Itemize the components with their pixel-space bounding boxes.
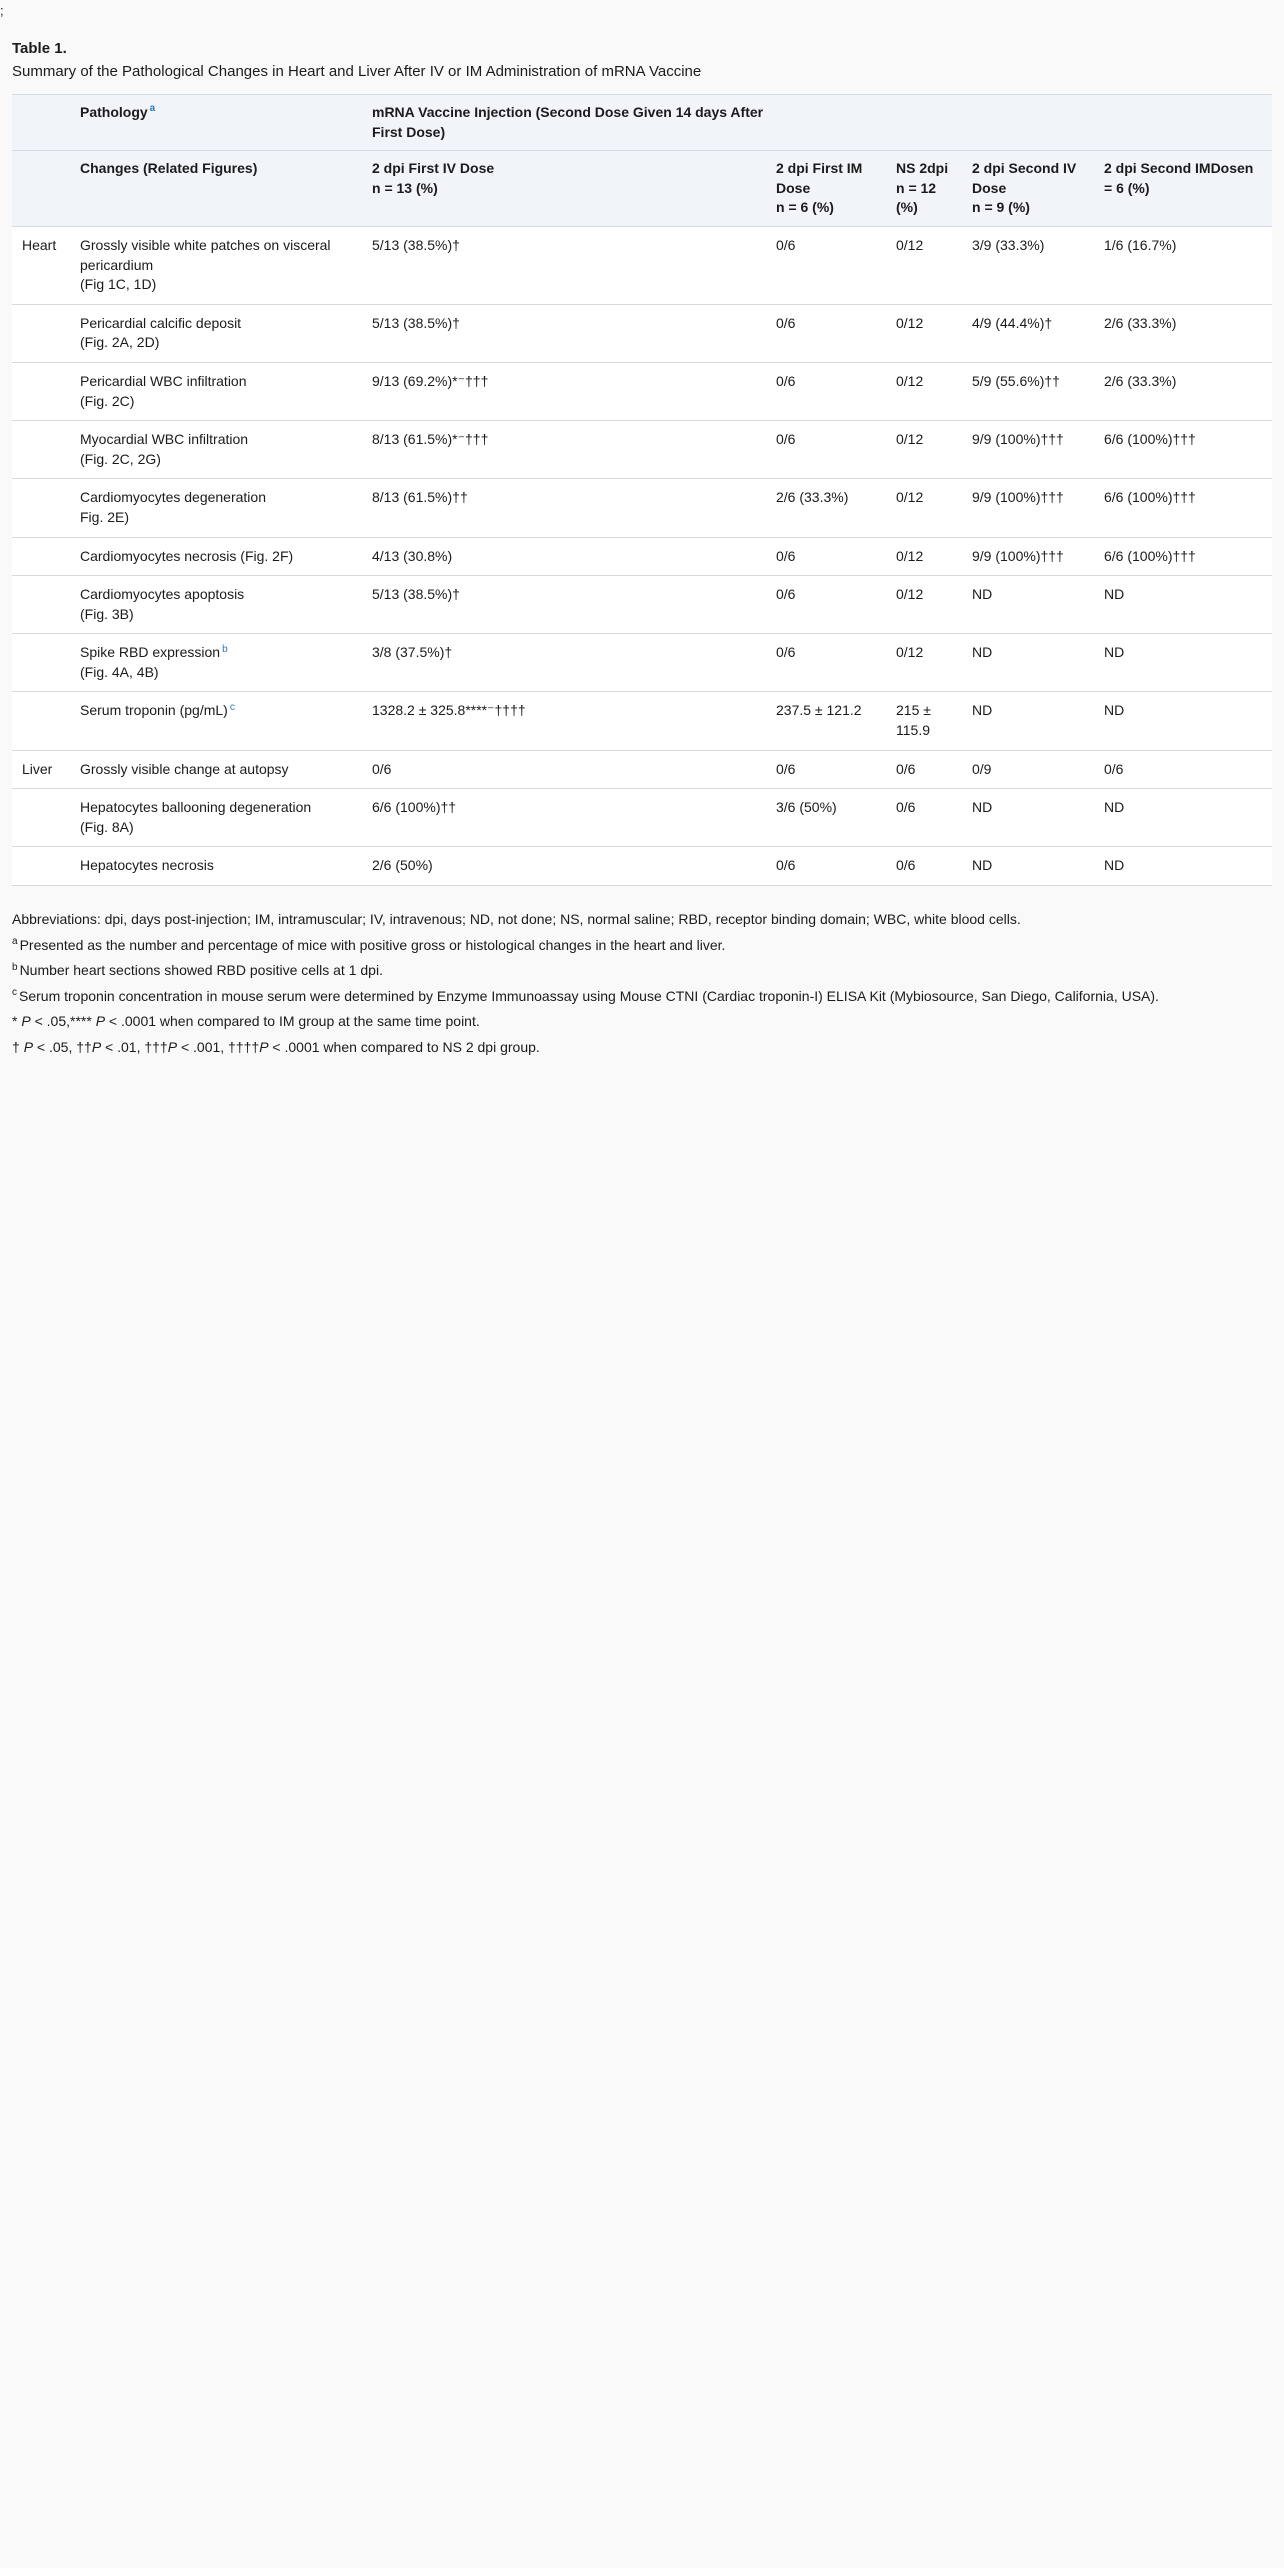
table-caption: Summary of the Pathological Changes in Heart and Liver After IV or IM Administration of mRNA Vaccine <box>12 63 702 80</box>
change-text: Fig. 2E) <box>80 508 130 525</box>
change-text: Spike RBD expression <box>80 644 221 661</box>
table-row <box>12 789 1272 847</box>
first-im-cell: 0/6 <box>766 537 886 576</box>
second-im-cell: ND <box>1094 692 1272 750</box>
ns-cell: 0/6 <box>886 789 962 847</box>
first-iv-cell: 5/13 (38.5%)† <box>362 304 766 362</box>
header-row-1 <box>12 95 1272 151</box>
ns-cell: 0/12 <box>886 576 962 634</box>
organ-cell <box>12 576 70 634</box>
organ-cell <box>12 537 70 576</box>
header-changes: Changes (Related Figures) <box>70 151 362 227</box>
abbreviations-note: Abbreviations: dpi, days post-injection; IM, intramuscular; IV, intravenous; ND, not done; NS, normal saline; RBD, receptor binding domain; WBC, white blood cells. <box>12 911 1021 928</box>
header-row-2 <box>12 151 1272 227</box>
change-cell <box>70 304 362 362</box>
first-im-cell: 0/6 <box>766 634 886 692</box>
table-row <box>12 634 1272 692</box>
table-row <box>12 479 1272 537</box>
first-im-cell: 2/6 (33.3%) <box>766 479 886 537</box>
second-iv-cell: 5/9 (55.6%)†† <box>962 362 1094 420</box>
organ-cell <box>12 362 70 420</box>
organ-cell <box>12 634 70 692</box>
change-text: Myocardial WBC infiltration <box>80 431 249 448</box>
footnote-c: $^c$ Serum troponin concentration in mouse serum were determined by Enzyme Immunoassay using Mouse CTNI (Cardiac troponin-I) ELISA Kit (Mybiosource, San Diego, California, USA). <box>12 987 1159 1004</box>
footnote-link-b[interactable]: b <box>222 643 228 655</box>
second-iv-cell: 9/9 (100%)††† <box>962 479 1094 537</box>
first-im-cell: 0/6 <box>766 362 886 420</box>
change-text: (Fig 1C, 1D) <box>80 276 157 293</box>
change-cell <box>70 634 362 692</box>
footnote-link-c[interactable]: c <box>229 701 235 713</box>
change-cell <box>70 362 362 420</box>
first-im-cell: 237.5 ± 121.2 <box>766 692 886 750</box>
first-im-cell: 3/6 (50%) <box>766 789 886 847</box>
change-text: Grossly visible change at autopsy <box>80 760 289 777</box>
table-label: Table 1. <box>12 40 67 57</box>
ns-cell: 0/12 <box>886 479 962 537</box>
header-col-second-iv: 2 dpi Second IV Dose n = 9 (%) <box>962 151 1094 227</box>
second-im-cell: 6/6 (100%)††† <box>1094 479 1272 537</box>
table-body <box>12 226 1272 885</box>
second-im-cell: 6/6 (100%)††† <box>1094 421 1272 479</box>
second-im-cell: ND <box>1094 634 1272 692</box>
second-im-cell: ND <box>1094 576 1272 634</box>
first-iv-cell: 8/13 (61.5%)†† <box>362 479 766 537</box>
ns-cell: 0/12 <box>886 537 962 576</box>
ns-cell: 0/12 <box>886 362 962 420</box>
change-text: Cardiomyocytes necrosis (Fig. 2F) <box>80 547 294 564</box>
first-iv-cell: 5/13 (38.5%)† <box>362 226 766 304</box>
change-cell <box>70 847 362 886</box>
header-organ-blank <box>12 95 70 151</box>
second-im-cell: 2/6 (33.3%) <box>1094 304 1272 362</box>
ns-cell: 215 ± 115.9 <box>886 692 962 750</box>
header-col-ns: NS 2dpi n = 12 (%) <box>886 151 962 227</box>
change-cell <box>70 576 362 634</box>
first-iv-cell: 2/6 (50%) <box>362 847 766 886</box>
table-row <box>12 847 1272 886</box>
change-cell <box>70 421 362 479</box>
header-pathology: Pathology $^a$ <box>70 95 362 151</box>
second-iv-cell: ND <box>962 692 1094 750</box>
change-cell <box>70 537 362 576</box>
change-text: (Fig. 2C) <box>80 392 135 409</box>
second-iv-cell: ND <box>962 634 1094 692</box>
significance-note-im: * P < .05,**** P < .0001 when compared to IM group at the same time point. <box>12 1013 480 1030</box>
ns-cell: 0/6 <box>886 750 962 789</box>
change-cell <box>70 479 362 537</box>
second-iv-cell: 9/9 (100%)††† <box>962 421 1094 479</box>
change-cell <box>70 789 362 847</box>
header-col-second-im: 2 dpi Second IMDosen = 6 (%) <box>1094 151 1272 227</box>
change-text: (Fig. 4A, 4B) <box>80 663 159 680</box>
change-text: (Fig. 3B) <box>80 605 134 622</box>
table-notes <box>12 910 1272 1058</box>
second-im-cell: 0/6 <box>1094 750 1272 789</box>
first-iv-cell: 5/13 (38.5%)† <box>362 576 766 634</box>
stray-character: ; <box>0 3 4 18</box>
footnote-link-a[interactable]: a <box>149 103 156 115</box>
table-row <box>12 421 1272 479</box>
organ-cell: Liver <box>12 750 70 789</box>
second-im-cell: ND <box>1094 789 1272 847</box>
organ-cell: Heart <box>12 226 70 304</box>
change-cell <box>70 226 362 304</box>
table-row <box>12 576 1272 634</box>
ns-cell: 0/12 <box>886 634 962 692</box>
change-text: Serum troponin (pg/mL) <box>80 702 228 719</box>
header-organ-blank-2 <box>12 151 70 227</box>
change-cell <box>70 750 362 789</box>
significance-note-ns: † P < .05, ††P < .01, †††P < .001, ††††P < .0001 when compared to NS 2 dpi group. <box>12 1039 540 1055</box>
header-col-first-iv: 2 dpi First IV Dose n = 13 (%) <box>362 151 766 227</box>
second-iv-cell: ND <box>962 789 1094 847</box>
second-im-cell: ND <box>1094 847 1272 886</box>
first-iv-cell: 9/13 (69.2%)*⁻††† <box>362 362 766 420</box>
change-text: Hepatocytes ballooning degeneration <box>80 799 312 816</box>
change-text: Cardiomyocytes degeneration <box>80 489 266 506</box>
table-row <box>12 226 1272 304</box>
organ-cell <box>12 304 70 362</box>
second-iv-cell: ND <box>962 576 1094 634</box>
second-iv-cell: 0/9 <box>962 750 1094 789</box>
table-row <box>12 692 1272 750</box>
change-text: Cardiomyocytes apoptosis <box>80 586 245 603</box>
header-injection: mRNA Vaccine Injection (Second Dose Given 14 days After First Dose) <box>362 95 1272 151</box>
ns-cell: 0/12 <box>886 226 962 304</box>
organ-cell <box>12 847 70 886</box>
change-text: Hepatocytes necrosis <box>80 857 214 874</box>
change-text: (Fig. 8A) <box>80 818 134 835</box>
organ-cell <box>12 479 70 537</box>
organ-cell <box>12 692 70 750</box>
ns-cell: 0/6 <box>886 847 962 886</box>
header-col-first-im: 2 dpi First IM Dose n = 6 (%) <box>766 151 886 227</box>
first-im-cell: 0/6 <box>766 847 886 886</box>
first-iv-cell: 8/13 (61.5%)*⁻††† <box>362 421 766 479</box>
ns-cell: 0/12 <box>886 421 962 479</box>
change-text: (Fig. 2A, 2D) <box>80 334 160 351</box>
change-text: Pericardial calcific deposit <box>80 314 242 331</box>
second-iv-cell: 3/9 (33.3%) <box>962 226 1094 304</box>
organ-cell <box>12 789 70 847</box>
change-text: Pericardial WBC infiltration <box>80 372 247 389</box>
table-row <box>12 304 1272 362</box>
table-container <box>12 38 1272 1064</box>
change-text: Grossly visible white patches on visceral pericardium <box>80 236 331 273</box>
footnote-a: $^a$ Presented as the number and percentage of mice with positive gross or histological changes in the heart and liver. <box>12 935 726 953</box>
organ-cell <box>12 421 70 479</box>
table-row <box>12 537 1272 576</box>
second-iv-cell: 4/9 (44.4%)† <box>962 304 1094 362</box>
second-iv-cell: ND <box>962 847 1094 886</box>
first-im-cell: 0/6 <box>766 421 886 479</box>
first-im-cell: 0/6 <box>766 750 886 789</box>
change-cell <box>70 692 362 750</box>
table-row <box>12 750 1272 789</box>
first-iv-cell: 4/13 (30.8%) <box>362 537 766 576</box>
second-iv-cell: 9/9 (100%)††† <box>962 537 1094 576</box>
ns-cell: 0/12 <box>886 304 962 362</box>
first-iv-cell: 1328.2 ± 325.8****⁻†††† <box>362 692 766 750</box>
second-im-cell: 2/6 (33.3%) <box>1094 362 1272 420</box>
first-iv-cell: 6/6 (100%)†† <box>362 789 766 847</box>
change-text: (Fig. 2C, 2G) <box>80 450 161 467</box>
footnote-b: $^b$ Number heart sections showed RBD positive cells at 1 dpi. <box>12 961 383 979</box>
first-im-cell: 0/6 <box>766 226 886 304</box>
first-im-cell: 0/6 <box>766 576 886 634</box>
first-iv-cell: 0/6 <box>362 750 766 789</box>
first-im-cell: 0/6 <box>766 304 886 362</box>
table-row <box>12 362 1272 420</box>
second-im-cell: 1/6 (16.7%) <box>1094 226 1272 304</box>
pathology-table <box>12 94 1272 886</box>
first-iv-cell: 3/8 (37.5%)† <box>362 634 766 692</box>
second-im-cell: 6/6 (100%)††† <box>1094 537 1272 576</box>
